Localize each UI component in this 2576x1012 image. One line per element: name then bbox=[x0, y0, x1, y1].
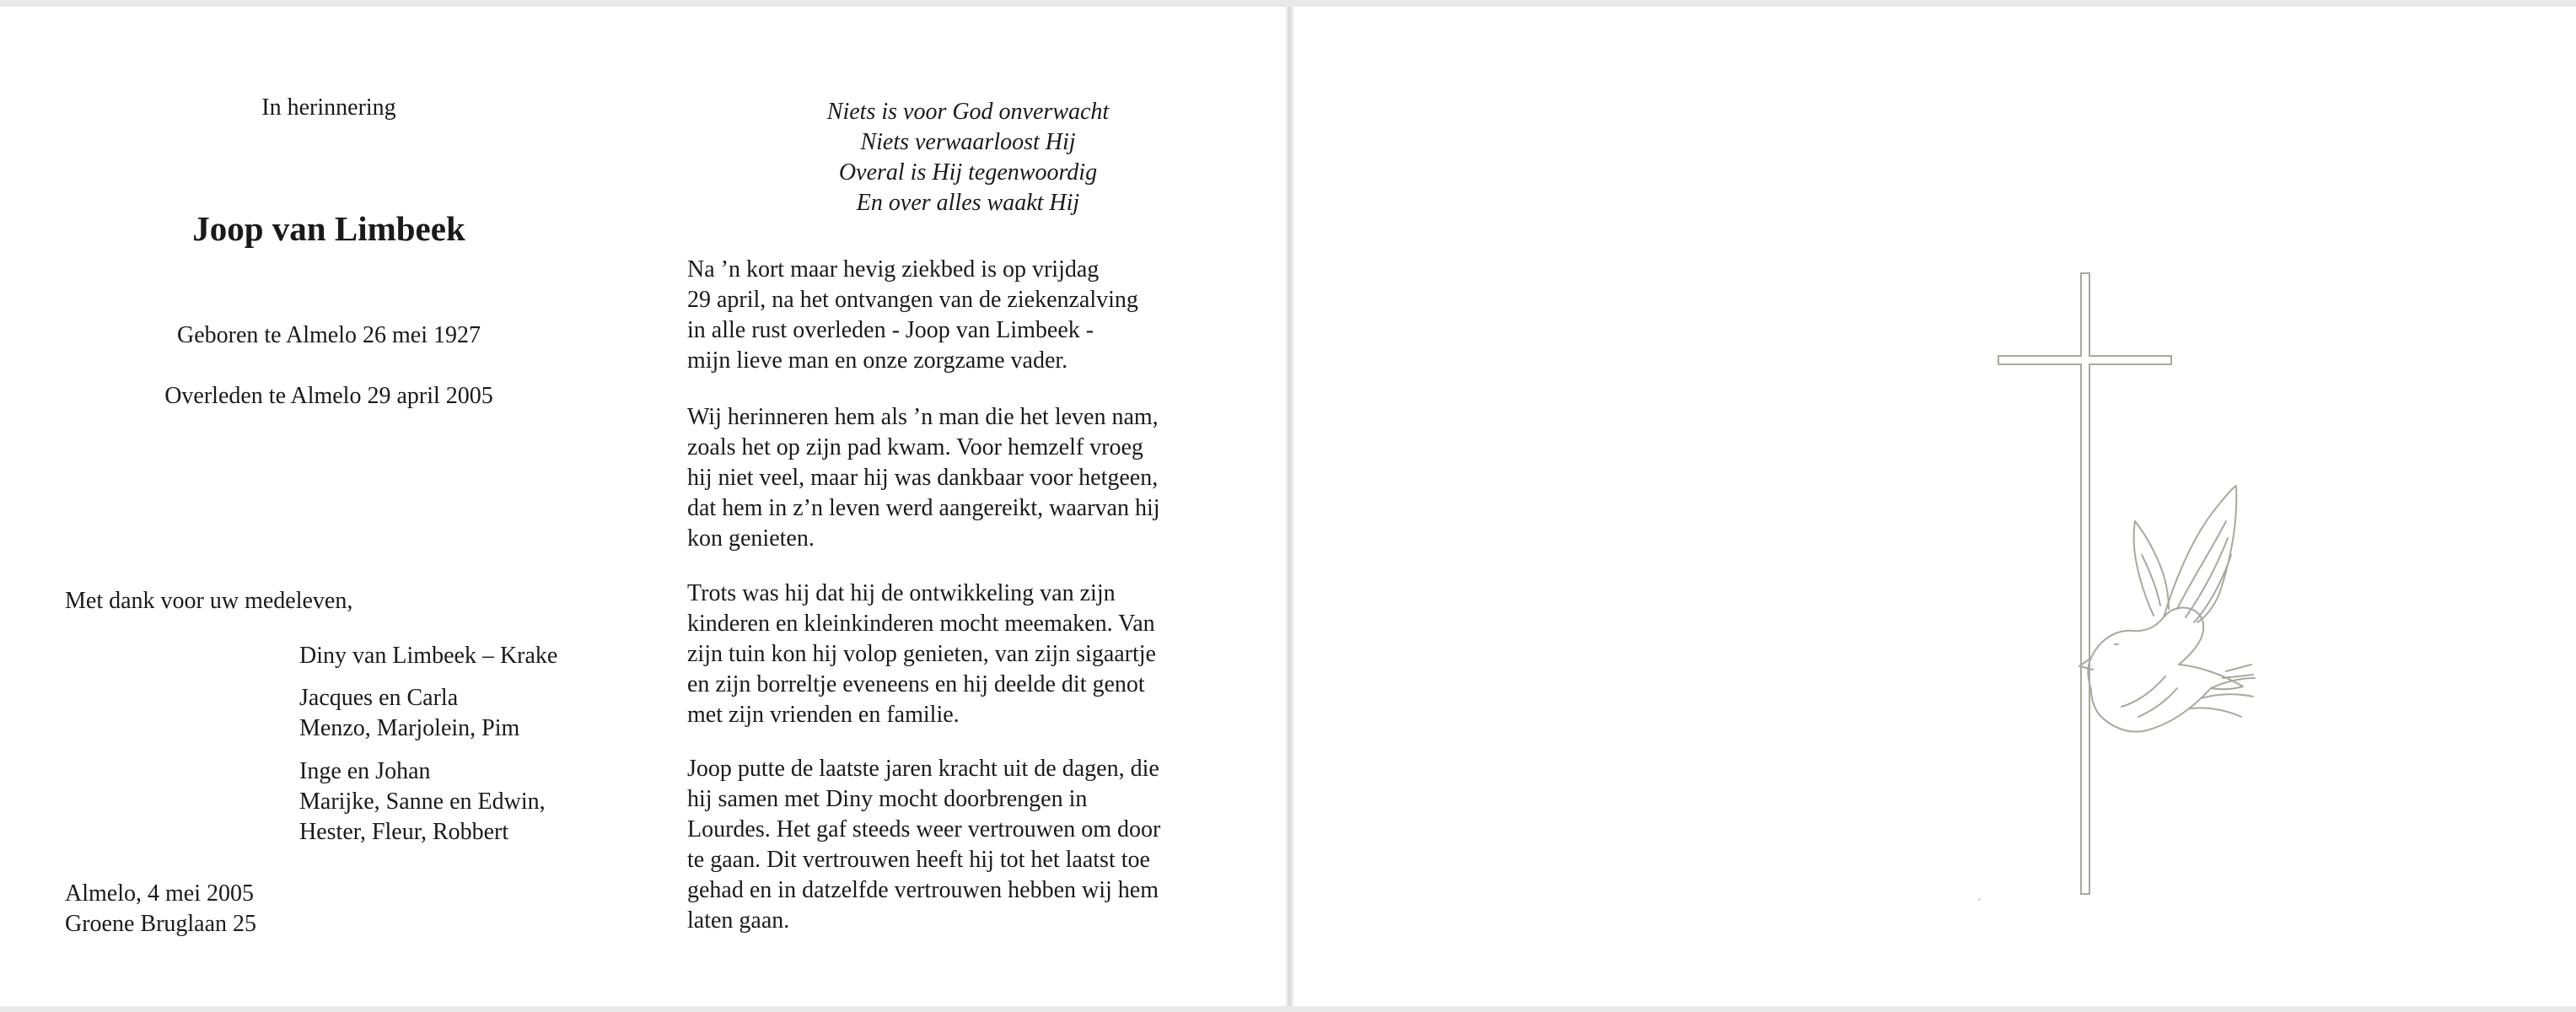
intro-text: In herinnering bbox=[261, 94, 396, 121]
family-line: Inge en Johan bbox=[299, 758, 431, 784]
family-line: Hester, Fleur, Robbert bbox=[299, 819, 509, 845]
paragraph-line: Joop putte de laatste jaren kracht uit de dagen, die bbox=[687, 756, 1159, 782]
paragraph-line: hij samen met Diny mocht doorbrengen in bbox=[687, 786, 1088, 812]
paragraph-line: te gaan. Dit vertrouwen heeft hij tot het laatst toe bbox=[687, 847, 1150, 873]
paragraph-passing bbox=[687, 255, 1261, 376]
cross-icon bbox=[1998, 273, 2171, 894]
panel-middle bbox=[648, 7, 1288, 1006]
family-line: Diny van Limbeek – Krake bbox=[299, 643, 558, 669]
paragraph-line: in alle rust overleden - Joop van Limbeek - bbox=[687, 317, 1094, 343]
place-date: Almelo, 4 mei 2005 bbox=[65, 880, 254, 907]
death-line: Overleden te Almelo 29 april 2005 bbox=[164, 383, 493, 409]
paragraph-line: gehad en in datzelfde vertrouwen hebben wij hem bbox=[687, 877, 1159, 903]
paragraph-remembrance bbox=[687, 402, 1261, 554]
dove-icon bbox=[2079, 486, 2255, 732]
deceased-name: Joop van Limbeek bbox=[192, 209, 465, 248]
family-line: Jacques en Carla bbox=[299, 685, 459, 711]
paragraph-line: dat hem in z’n leven werd aangereikt, waarvan hij bbox=[687, 495, 1160, 521]
birth-line: Geboren te Almelo 26 mei 1927 bbox=[176, 322, 481, 348]
paragraph-line: Na ’n kort maar hevig ziekbed is op vrijdag bbox=[687, 256, 1100, 283]
poem bbox=[648, 97, 1288, 218]
paragraph-pride bbox=[687, 579, 1261, 730]
address: Groene Bruglaan 25 bbox=[65, 911, 257, 937]
paper-speck bbox=[1978, 898, 1981, 901]
poem-line: Niets is voor God onverwacht bbox=[826, 99, 1110, 125]
thanks-line: Met dank voor uw medeleven, bbox=[65, 588, 353, 614]
paragraph-line: mijn lieve man en onze zorgzame vader. bbox=[687, 347, 1068, 374]
family-line: Marijke, Sanne en Edwin, bbox=[299, 789, 546, 815]
paragraph-line: kon genieten. bbox=[687, 525, 815, 552]
family-line: Menzo, Marjolein, Pim bbox=[299, 715, 520, 741]
paragraph-line: Wij herinneren hem als ’n man die het leven nam, bbox=[687, 404, 1159, 430]
panel-right bbox=[1293, 7, 2576, 1006]
paragraph-line: laten gaan. bbox=[687, 907, 790, 934]
paragraph-line: zijn tuin kon hij volop genieten, van zijn sigaartje bbox=[687, 641, 1156, 667]
paragraph-line: kinderen en kleinkinderen mocht meemaken. Van bbox=[687, 611, 1155, 637]
paragraph-lourdes bbox=[687, 754, 1261, 936]
paragraph-line: met zijn vrienden en familie. bbox=[687, 702, 960, 728]
memorial-card bbox=[0, 7, 2576, 1006]
panel-left bbox=[0, 7, 648, 1006]
paragraph-line: zoals het op zijn pad kwam. Voor hemzelf vroeg bbox=[687, 434, 1143, 460]
paragraph-line: hij niet veel, maar hij was dankbaar voor hetgeen, bbox=[687, 465, 1159, 491]
fold-shadow bbox=[1285, 7, 1293, 1006]
poem-line: En over alles waakt Hij bbox=[856, 190, 1080, 216]
cross-and-dove-emblem bbox=[1973, 268, 2344, 909]
paragraph-line: Lourdes. Het gaf steeds weer vertrouwen om door bbox=[687, 816, 1161, 842]
paragraph-line: 29 april, na het ontvangen van de ziekenzalving bbox=[687, 287, 1138, 313]
paragraph-line: Trots was hij dat hij de ontwikkeling van zijn bbox=[687, 580, 1116, 606]
paragraph-line: en zijn borreltje eveneens en hij deelde dit genot bbox=[687, 671, 1145, 697]
poem-line: Overal is Hij tegenwoordig bbox=[838, 159, 1098, 186]
poem-line: Niets verwaarloost Hij bbox=[860, 129, 1076, 155]
